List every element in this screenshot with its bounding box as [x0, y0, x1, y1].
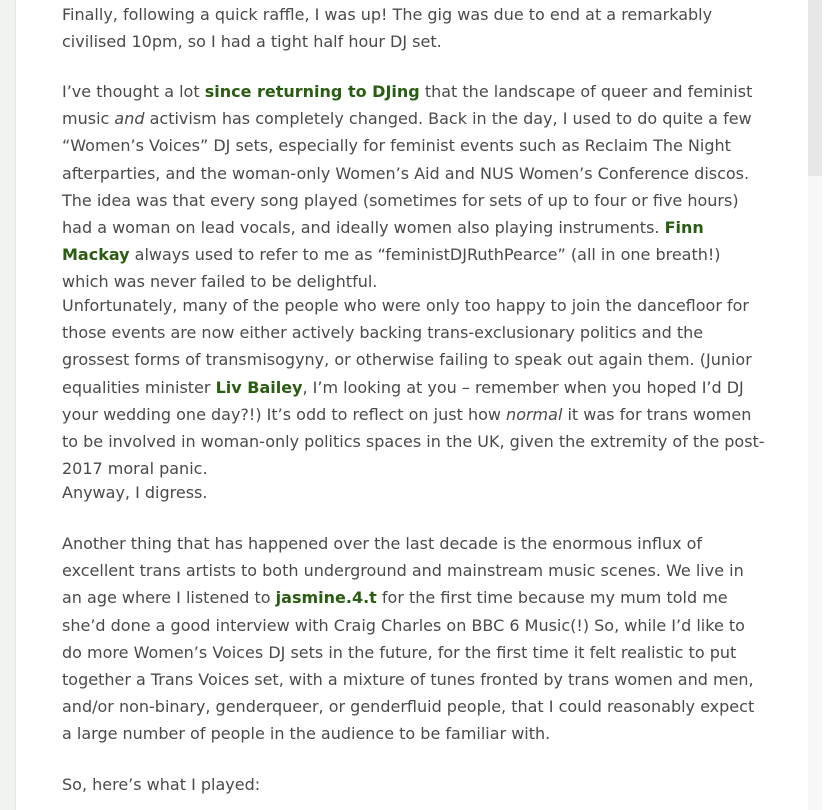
paragraph-text: , I’m looking at you – remember when you hoped I’d DJ your wedding one day?!) It’s odd to reflect on just how: [62, 377, 744, 424]
emphasis-text: and: [114, 109, 145, 129]
paragraph-digress: Anyway, I digress.: [62, 483, 208, 502]
paragraph-what-i-played: So, here’s what I played:: [62, 775, 261, 794]
scrollbar-thumb[interactable]: [808, 0, 822, 176]
paragraph-text: always used to refer to me as “feministDJRuthPearce” (all in one breath!) which was never failed to be delightful.: [62, 245, 721, 292]
left-gutter: [0, 0, 15, 810]
paragraph-text: it was for trans women to be involved in woman-only politics spaces in the UK, given the extremity of the post-2017 moral panic.: [62, 404, 765, 479]
paragraph-text: activism has completely changed. Back in the day, I used to do quite a few “Women’s Voices” DJ sets, especially for feminist events such as Reclaim The Night afterparties, and the woman-only Women’s Aid and NUS Women’s Conference discos. The idea was that every song played (sometimes for sets of up to four or five hours) had a woman on lead vocals, and ideally women also playing instruments.: [62, 109, 752, 238]
paragraph-text: Unfortunately, many of the people who were only too happy to join the dancefloor for those events are now either actively backing trans-exclusionary politics and the grossest forms of transmisogyny, or otherwise failing to speak out again them. (Junior equalities minister: [62, 296, 752, 397]
paragraph-text: I’ve thought a lot: [62, 82, 205, 101]
link-liv-bailey[interactable]: Liv Bailey: [215, 377, 303, 397]
paragraph-raffle: Finally, following a quick raffle, I was up! The gig was due to end at a remarkably civilised 10pm, so I had a tight half hour DJ set.: [62, 5, 713, 52]
paragraph-text: Another thing that has happened over the last decade is the enormous influx of excellent trans artists to both underground and mainstream music scenes. We live in an age where I listened to: [62, 534, 744, 608]
paragraph-dancefloor-politics: [62, 292, 767, 482]
paragraph-text: for the first time because my mum told me she’d done a good interview with Craig Charles on BBC 6 Music(!) So, while I’d like to do more Women’s Voices DJ sets in the future, for the first time it felt realistic to put together a Trans Voices set, with a mixture of tunes fronted by trans women and men, and/or non-binary, genderqueer, or genderfluid people, that I could reasonably expect a large number of people in the audience to be familiar with.: [62, 588, 755, 744]
emphasis-text: normal: [506, 404, 563, 424]
paragraph-djing-history: [62, 78, 767, 296]
paragraph-text: that the landscape of queer and feminist music: [62, 82, 753, 129]
link-jasmine-4-t[interactable]: jasmine.4.t: [275, 588, 377, 608]
link-since-returning-to-djing[interactable]: since returning to DJing: [204, 82, 420, 101]
window-edge: [822, 0, 831, 810]
link-finn-mackay[interactable]: Finn Mackay: [62, 218, 704, 265]
paragraph-trans-artists: [62, 530, 767, 748]
